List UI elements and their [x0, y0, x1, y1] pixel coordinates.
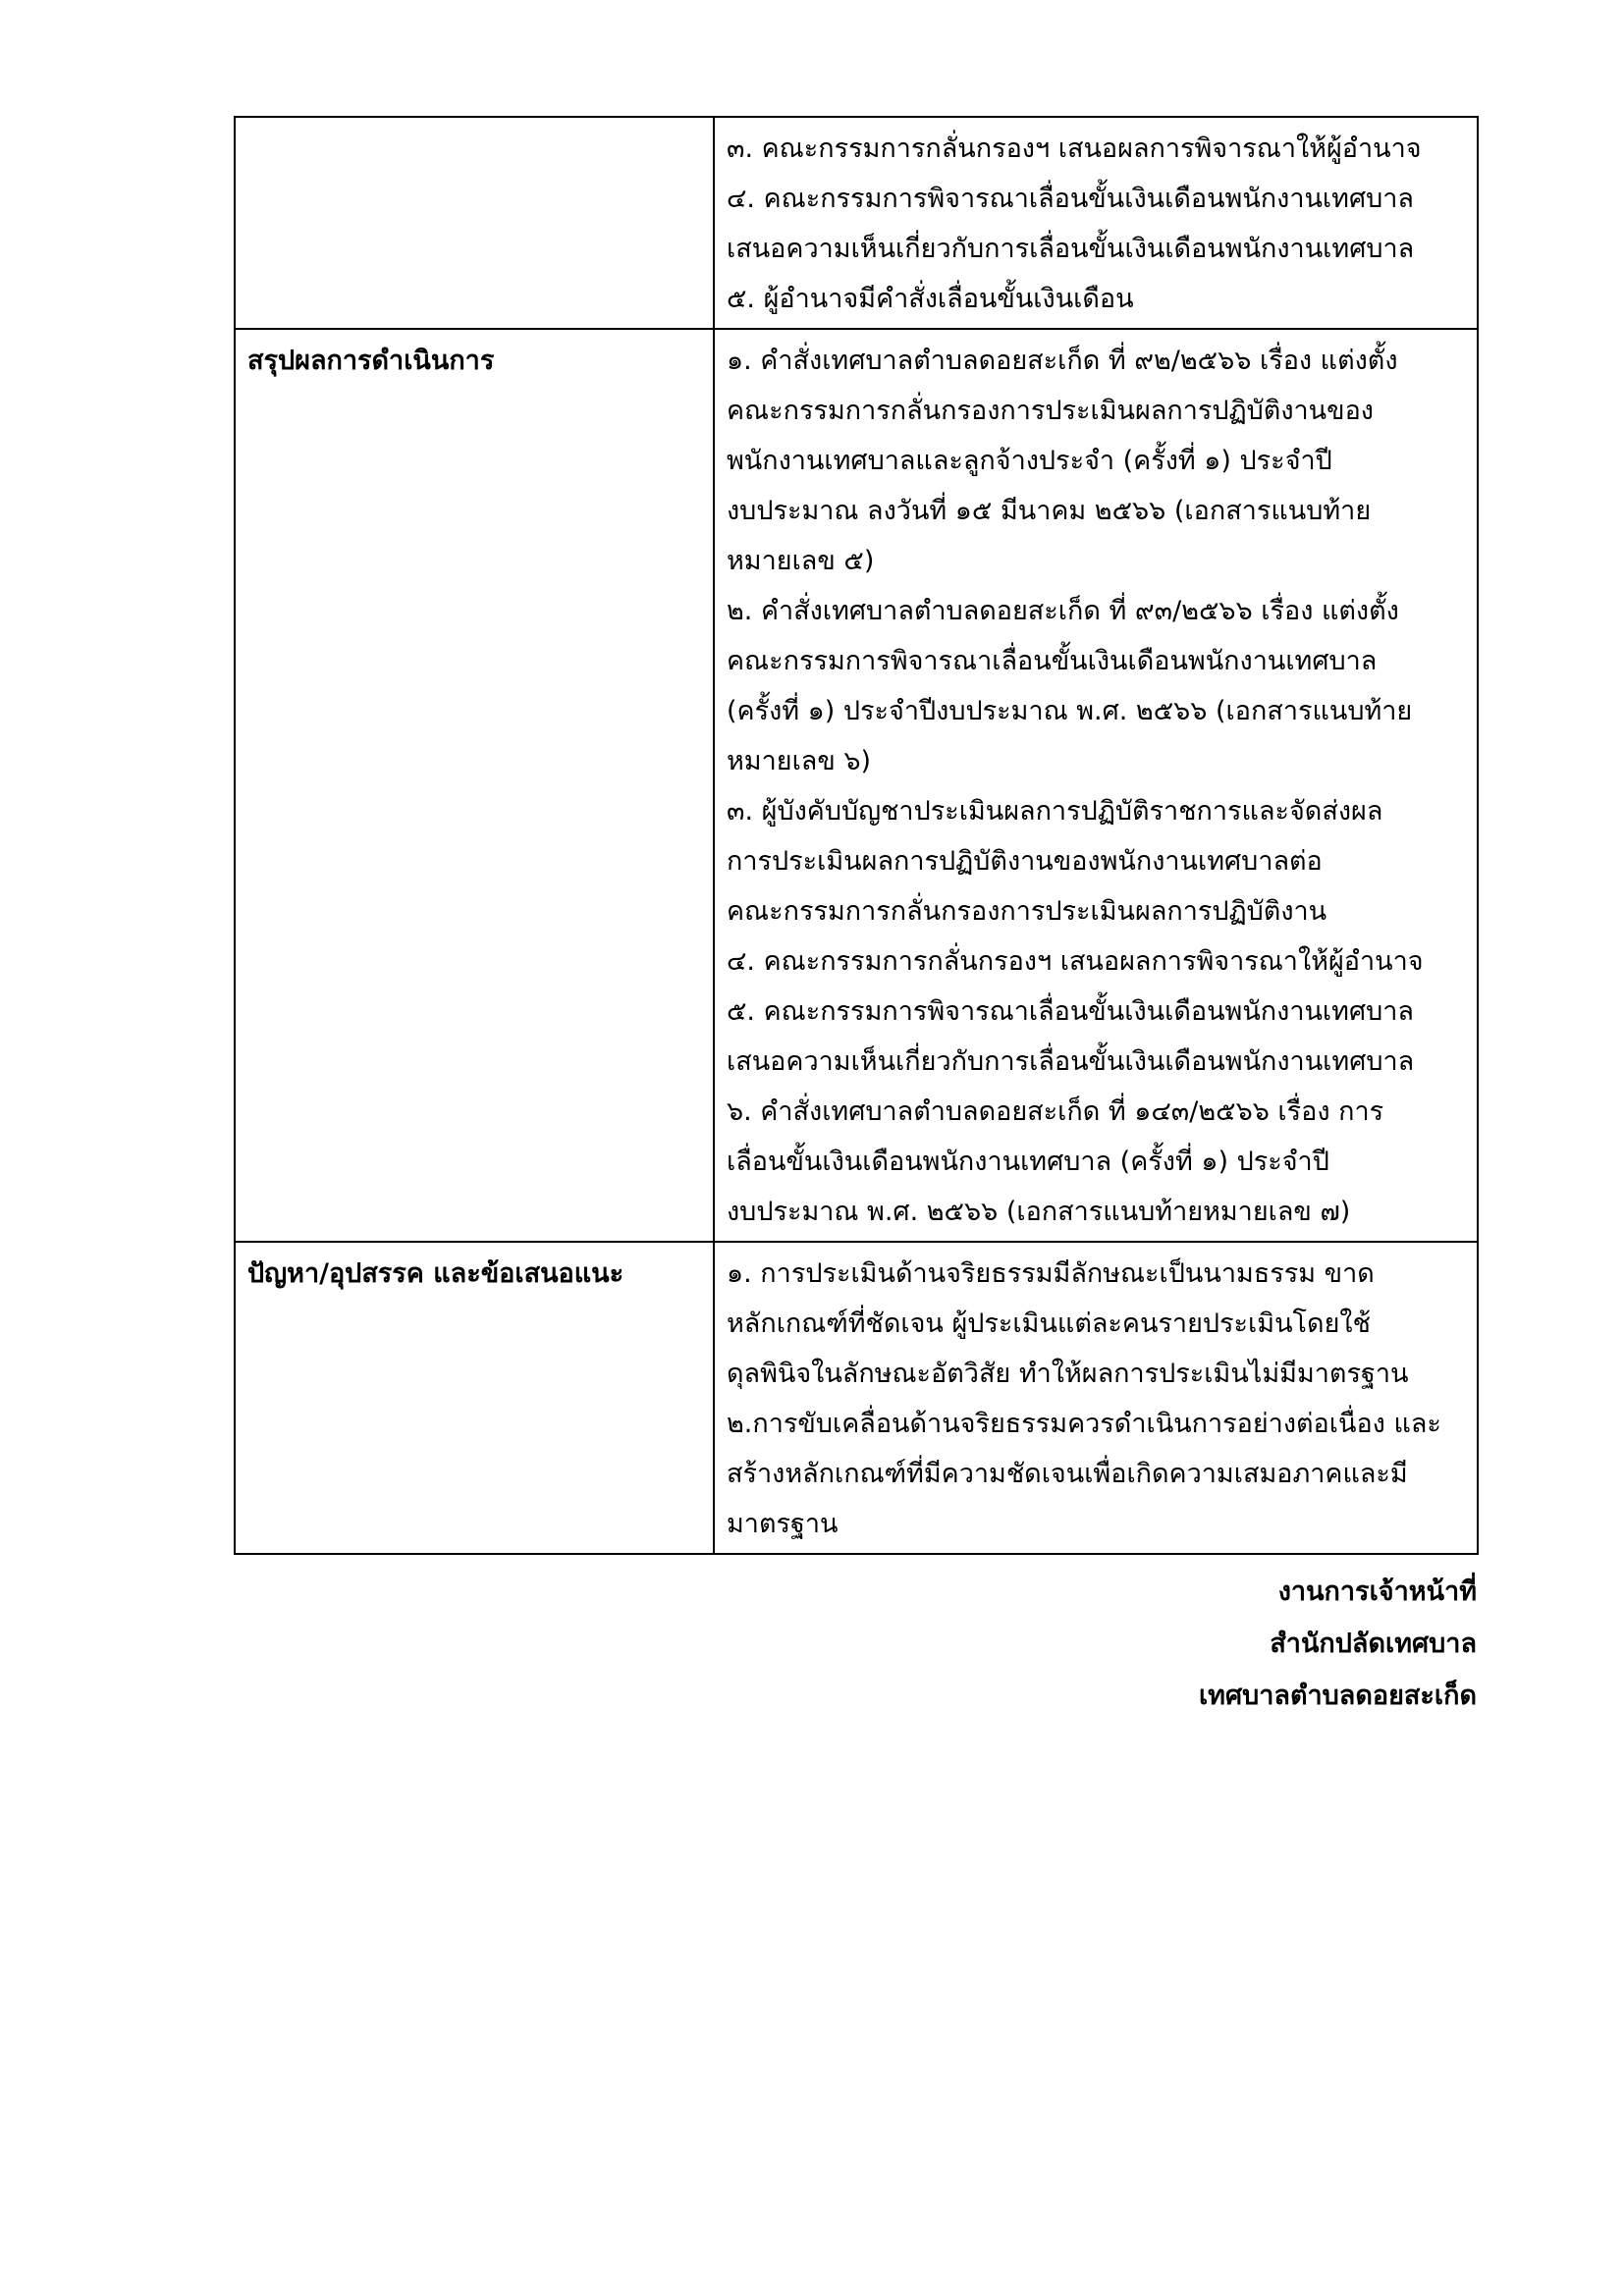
detail-line: คณะกรรมการกลั่นกรองการประเมินผลการปฏิบัติงานของ: [727, 396, 1374, 426]
table-row: [235, 117, 1478, 329]
detail-line: ๓. ผู้บังคับบัญชาประเมินผลการปฏิบัติราชการและจัดส่งผล: [727, 796, 1383, 827]
detail-line: ๑. คำสั่งเทศบาลตำบลดอยสะเก็ด ที่ ๙๒/๒๕๖๖ เรื่อง แต่งตั้ง: [727, 346, 1398, 376]
detail-cell: [714, 1242, 1478, 1554]
detail-line: ๕. ผู้อำนาจมีคำสั่งเลื่อนขั้นเงินเดือน: [727, 284, 1134, 314]
table-row: [235, 329, 1478, 1242]
detail-line: พนักงานเทศบาลและลูกจ้างประจำ (ครั้งที่ ๑) ประจำปี: [727, 446, 1332, 476]
detail-cell: [714, 117, 1478, 329]
detail-line: ๔. คณะกรรมการกลั่นกรองฯ เสนอผลการพิจารณาให้ผู้อำนาจ: [727, 946, 1424, 977]
detail-line: (ครั้งที่ ๑) ประจำปีงบประมาณ พ.ศ. ๒๕๖๖ (เอกสารแนบท้าย: [727, 696, 1413, 726]
detail-line: ๔. คณะกรรมการพิจารณาเลื่อนขั้นเงินเดือนพนักงานเทศบาล: [727, 184, 1414, 214]
detail-line: คณะกรรมการพิจารณาเลื่อนขั้นเงินเดือนพนักงานเทศบาล: [727, 646, 1378, 676]
detail-line: ๓. คณะกรรมการกลั่นกรองฯ เสนอผลการพิจารณาให้ผู้อำนาจ: [727, 133, 1422, 164]
detail-line: หมายเลข ๕): [727, 546, 875, 576]
detail-line: ๖. คำสั่งเทศบาลตำบลดอยสะเก็ด ที่ ๑๔๓/๒๕๖๖ เรื่อง การ: [727, 1096, 1384, 1127]
detail-line: คณะกรรมการกลั่นกรองการประเมินผลการปฏิบัติงาน: [727, 896, 1327, 927]
signature-department: งานการเจ้าหน้าที่: [1277, 1576, 1477, 1607]
detail-line: ดุลพินิจในลักษณะอัตวิสัย ทำให้ผลการประเมินไม่มีมาตรฐาน: [727, 1359, 1409, 1389]
detail-line: หลักเกณฑ์ที่ชัดเจน ผู้ประเมินแต่ละคนรายประเมินโดยใช้: [727, 1308, 1371, 1339]
detail-line: ๒. คำสั่งเทศบาลตำบลดอยสะเก็ด ที่ ๙๓/๒๕๖๖ เรื่อง แต่งตั้ง: [727, 596, 1399, 626]
detail-line: สร้างหลักเกณฑ์ที่มีความชัดเจนเพื่อเกิดความเสมอภาคและมี: [727, 1459, 1408, 1489]
detail-line: หมายเลข ๖): [727, 746, 872, 776]
topic-label: ปัญหา/อุปสรรค และข้อเสนอแนะ: [247, 1258, 624, 1289]
detail-line: ๕. คณะกรรมการพิจารณาเลื่อนขั้นเงินเดือนพนักงานเทศบาล: [727, 996, 1414, 1027]
detail-line: ๒.การขับเคลื่อนด้านจริยธรรมควรดำเนินการอย่างต่อเนื่อง และ: [727, 1409, 1441, 1439]
table-row: [235, 1242, 1478, 1554]
signature-office: สำนักปลัดเทศบาล: [1270, 1629, 1477, 1659]
detail-line: งบประมาณ พ.ศ. ๒๕๖๖ (เอกสารแนบท้ายหมายเลข ๗): [727, 1197, 1351, 1227]
signature-organization: เทศบาลตำบลดอยสะเก็ด: [1198, 1681, 1477, 1711]
detail-line: การประเมินผลการปฏิบัติงานของพนักงานเทศบาลต่อ: [727, 846, 1323, 877]
detail-line: เลื่อนขั้นเงินเดือนพนักงานเทศบาล (ครั้งที่ ๑) ประจำปี: [727, 1147, 1329, 1177]
topic-cell: [235, 117, 714, 329]
detail-line: ๑. การประเมินด้านจริยธรรมมีลักษณะเป็นนามธรรม ขาด: [727, 1258, 1375, 1289]
topic-label: สรุปผลการดำเนินการ: [247, 346, 495, 376]
topic-cell: [235, 1242, 714, 1554]
detail-cell: [714, 329, 1478, 1242]
detail-line: มาตรฐาน: [727, 1509, 839, 1539]
detail-line: เสนอความเห็นเกี่ยวกับการเลื่อนขั้นเงินเดือนพนักงานเทศบาล: [727, 1046, 1415, 1077]
detail-line: เสนอความเห็นเกี่ยวกับการเลื่อนขั้นเงินเดือนพนักงานเทศบาล: [727, 234, 1415, 264]
report-table: [234, 116, 1479, 1555]
detail-line: งบประมาณ ลงวันที่ ๑๕ มีนาคม ๒๕๖๖ (เอกสารแนบท้าย: [727, 496, 1372, 526]
topic-cell: [235, 329, 714, 1242]
signature-block: [1199, 1566, 1477, 1722]
